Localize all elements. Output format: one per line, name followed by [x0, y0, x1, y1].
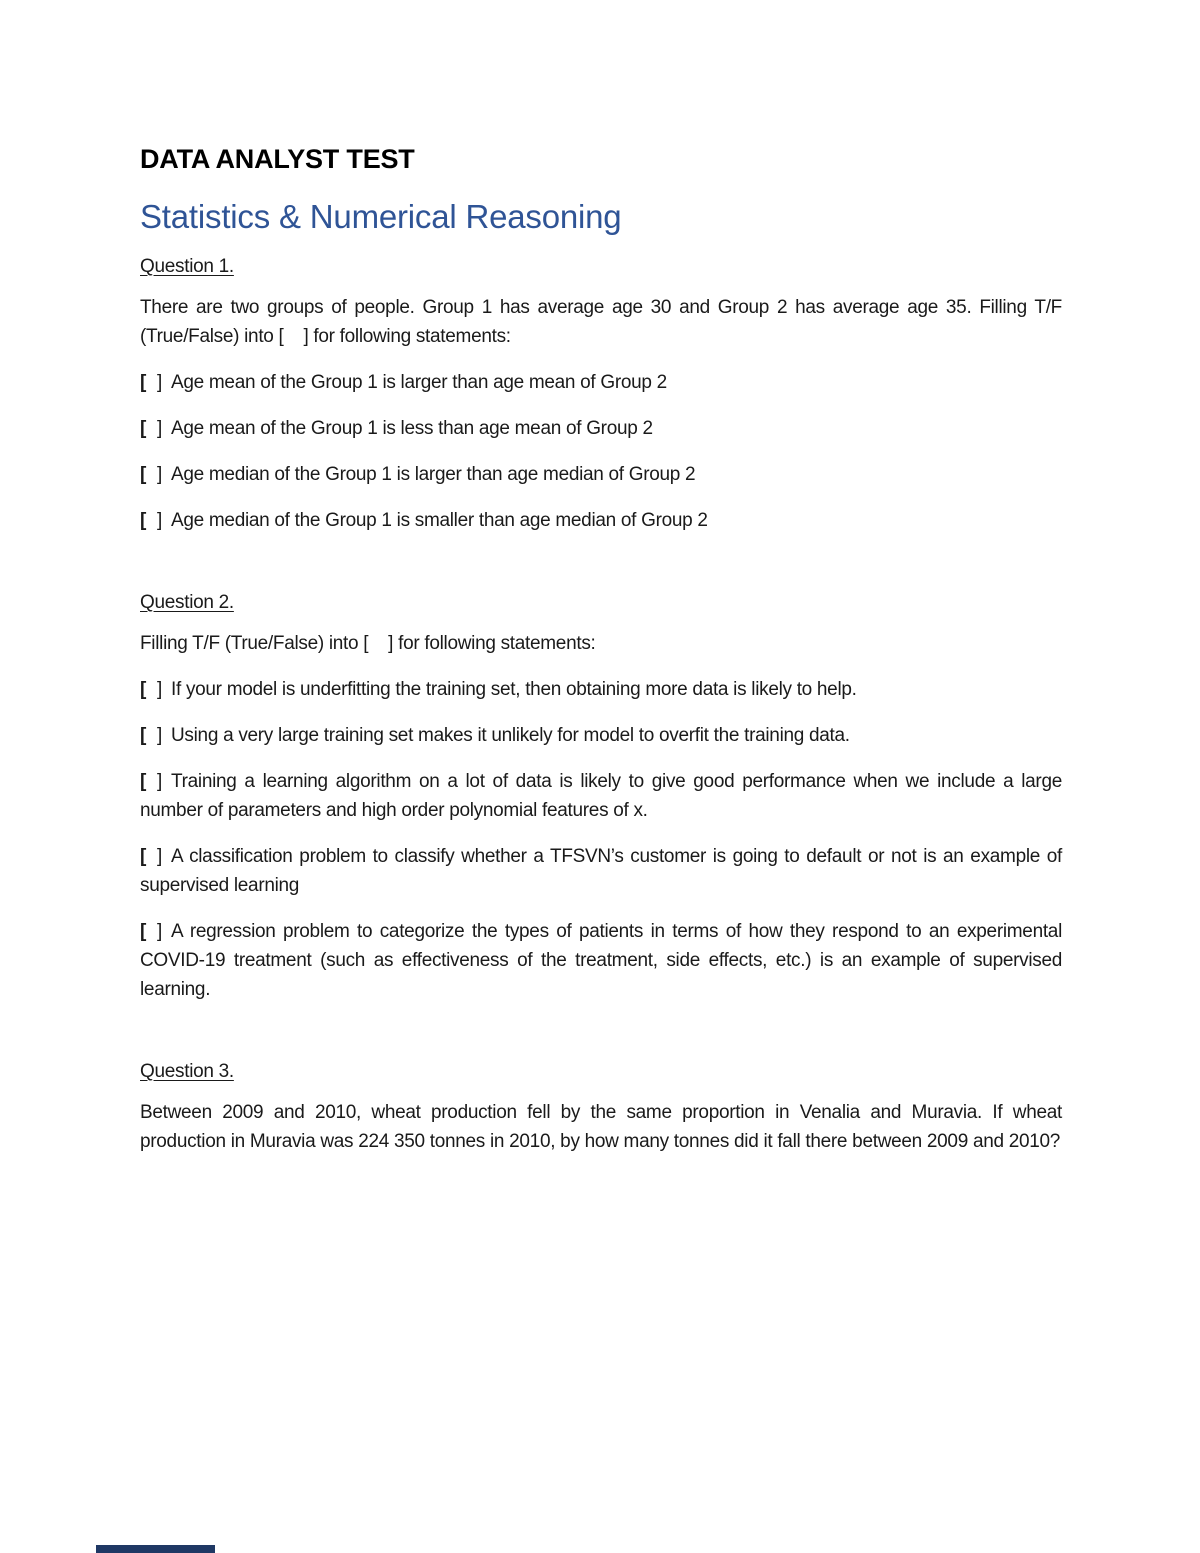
- question-3-section: [140, 1057, 1062, 1156]
- open-bracket: [: [140, 371, 147, 393]
- tf-statement: [140, 917, 1062, 1004]
- close-bracket: ]: [157, 371, 163, 393]
- question-3-label: [140, 1057, 1062, 1086]
- statement-text: Using a very large training set makes it unlikely for model to overfit the training data.: [171, 724, 850, 746]
- tf-statement: [140, 460, 1062, 489]
- close-bracket: ]: [157, 417, 163, 439]
- close-bracket: ]: [157, 509, 163, 531]
- open-bracket: [: [140, 724, 147, 746]
- question-1-label-text: Question 1.: [140, 255, 234, 277]
- question-2-section: [140, 588, 1062, 1004]
- tf-statement: [140, 767, 1062, 825]
- question-3-label-text: Question 3.: [140, 1060, 234, 1082]
- tf-statement: [140, 842, 1062, 900]
- open-bracket: [: [140, 463, 147, 485]
- tf-statement: [140, 368, 1062, 397]
- document-subtitle: Statistics & Numerical Reasoning: [140, 198, 622, 236]
- statement-text: Age mean of the Group 1 is less than age mean of Group 2: [171, 417, 653, 439]
- open-bracket: [: [140, 770, 147, 792]
- tf-statement: [140, 675, 1062, 704]
- close-bracket: ]: [157, 920, 163, 942]
- close-bracket: ]: [157, 845, 163, 867]
- question-2-label-text: Question 2.: [140, 591, 234, 613]
- question-1-label: [140, 252, 1062, 281]
- tf-statement: [140, 414, 1062, 443]
- close-bracket: ]: [157, 463, 163, 485]
- question-1-intro: There are two groups of people. Group 1 has average age 30 and Group 2 has average age 35. Filling T/F (True/False) into [ ] for following statements:: [140, 296, 1062, 347]
- question-1-section: [140, 252, 1062, 535]
- question-3-intro: Between 2009 and 2010, wheat production fell by the same proportion in Venalia and Muravia. If wheat production in Muravia was 224 350 tonnes in 2010, by how many tonnes did it fall there between 2009 and 2010?: [140, 1101, 1062, 1152]
- open-bracket: [: [140, 845, 147, 867]
- close-bracket: ]: [157, 678, 163, 700]
- open-bracket: [: [140, 509, 147, 531]
- document-page: [140, 143, 1062, 1156]
- tf-statement: [140, 721, 1062, 750]
- open-bracket: [: [140, 678, 147, 700]
- open-bracket: [: [140, 417, 147, 439]
- page-footer-bar: [96, 1545, 215, 1553]
- question-2-label: [140, 588, 1062, 617]
- statement-text: Age mean of the Group 1 is larger than age mean of Group 2: [171, 371, 667, 393]
- statement-text: If your model is underfitting the training set, then obtaining more data is likely to help.: [171, 678, 857, 700]
- open-bracket: [: [140, 920, 147, 942]
- question-2-intro: Filling T/F (True/False) into [ ] for following statements:: [140, 632, 596, 654]
- close-bracket: ]: [157, 770, 163, 792]
- statement-text: Training a learning algorithm on a lot of data is likely to give good performance when we include a large number of parameters and high order polynomial features of x.: [140, 770, 1062, 821]
- statement-text: Age median of the Group 1 is larger than age median of Group 2: [171, 463, 696, 485]
- close-bracket: ]: [157, 724, 163, 746]
- statement-text: A regression problem to categorize the types of patients in terms of how they respond to an experimental COVID-19 treatment (such as effectiveness of the treatment, side effects, etc.) is an example of supervised learning.: [140, 920, 1062, 1000]
- tf-statement: [140, 506, 1062, 535]
- statement-text: A classification problem to classify whether a TFSVN’s customer is going to default or not is an example of supervised learning: [140, 845, 1062, 896]
- document-title: DATA ANALYST TEST: [140, 144, 415, 174]
- statement-text: Age median of the Group 1 is smaller than age median of Group 2: [171, 509, 708, 531]
